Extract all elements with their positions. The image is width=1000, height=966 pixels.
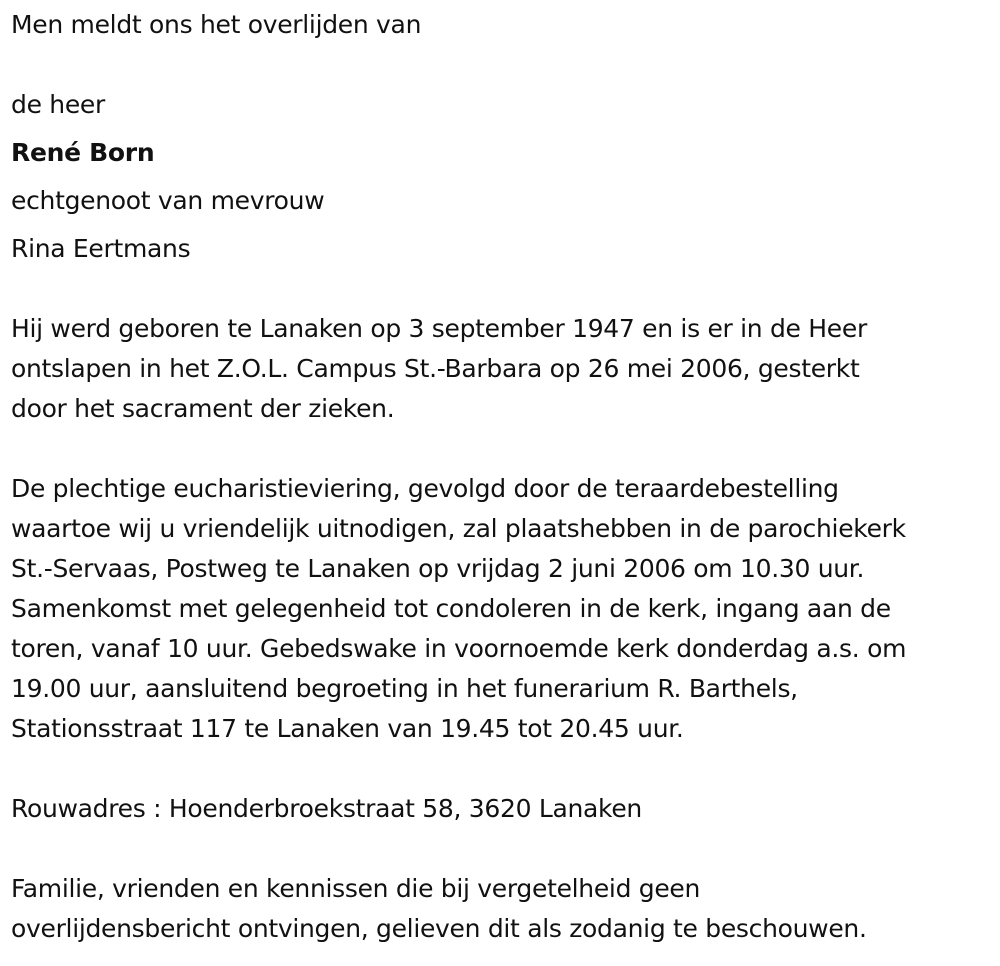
birth-paragraph: Hij werd geboren te Lanaken op 3 september 1947 en is er in de Heer ontslapen in het Z.O.L. Campus St.-Barbara op 26 mei 2006, gesterkt door het sacrament der zieken. [11, 314, 867, 423]
service-paragraph: De plechtige eucharistieviering, gevolgd door de teraardebestelling waartoe wij u vriendelijk uitnodigen, zal plaatshebben in de parochiekerk St.-Servaas, Postweg te Lanaken op vrijdag 2 juni 2006 om 10.30 uur. Samenkomst met gelegenheid tot condoleren in de kerk, ingang aan de toren, vanaf 10 uur. Gebedswake in voornoemde kerk donderdag a.s. om 19.00 uur, aansluitend begroeting in het funerarium R. Barthels, Stationsstraat 117 te Lanaken van 19.45 tot 20.45 uur. [11, 474, 907, 743]
deceased-name: René Born [11, 138, 155, 167]
notice-paragraph: Familie, vrienden en kennissen die bij vergetelheid geen overlijdensbericht ontvingen, gelieven dit als zodanig te beschouwen. [11, 874, 867, 943]
spouse-name: Rina Eertmans [11, 234, 191, 263]
spouse-label: echtgenoot van mevrouw [11, 186, 325, 215]
mourning-address: Rouwadres : Hoenderbroekstraat 58, 3620 Lanaken [11, 794, 642, 823]
intro-line: Men meldt ons het overlijden van [11, 10, 422, 39]
title-prefix: de heer [11, 90, 105, 119]
